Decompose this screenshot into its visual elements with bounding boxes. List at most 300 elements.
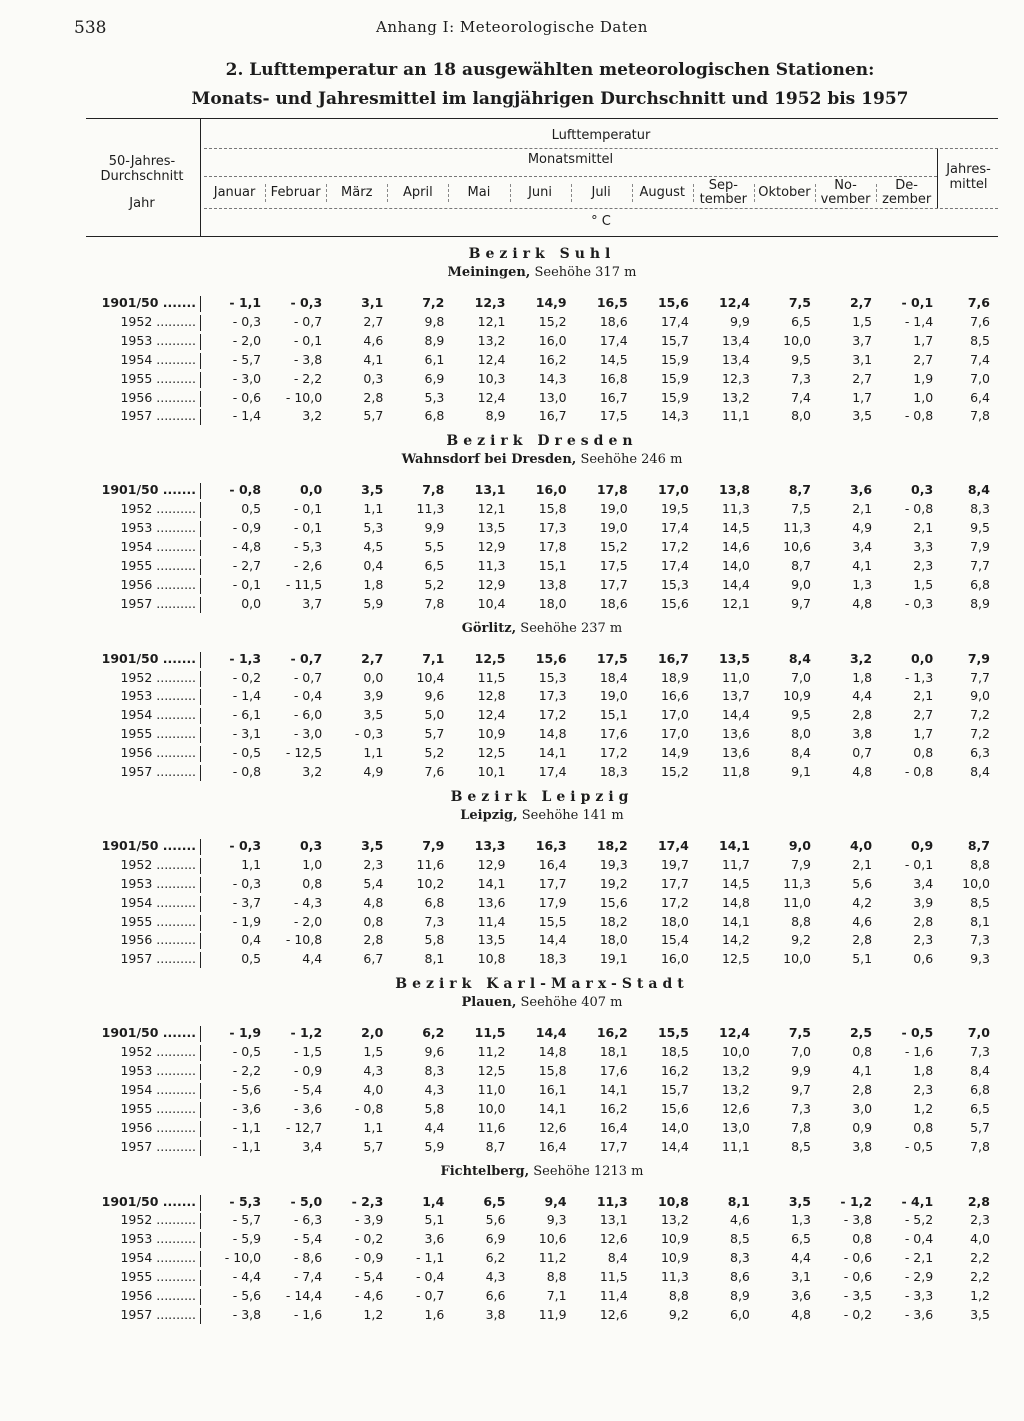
monthly-mean-cell: - 1,6 — [904, 1044, 934, 1060]
monthly-mean-cell: 11,0 — [783, 894, 811, 910]
monthly-mean-cell: 12,6 — [538, 1119, 567, 1135]
monthly-mean-cell: - 0,1 — [232, 576, 262, 592]
monthly-mean-cell: 15,2 — [660, 764, 689, 779]
year-label: 1954 .......... — [120, 707, 196, 723]
monthly-mean-cell: 10,4 — [416, 669, 445, 685]
monthly-mean-cell: - 0,8 — [229, 482, 262, 498]
monthly-mean-cell: - 3,8 — [293, 351, 323, 367]
monthly-mean-cell: 13,6 — [722, 726, 750, 742]
monthly-mean-cell: 4,4 — [791, 1250, 811, 1266]
station-heading — [86, 1164, 998, 1179]
monthly-mean-cell: 8,6 — [730, 1269, 750, 1285]
month-header: Juni — [528, 185, 553, 200]
monthly-mean-cell: 18,1 — [599, 1044, 628, 1060]
monthly-mean-cell: - 5,0 — [290, 1193, 323, 1209]
monthly-mean-cell: 18,9 — [660, 669, 689, 685]
monthly-mean-cell: 15,7 — [660, 332, 689, 348]
monthly-mean-cell: 14,5 — [722, 875, 750, 891]
monthly-mean-cell: 0,6 — [913, 951, 934, 967]
monthly-mean-cell: 19,7 — [660, 856, 689, 872]
monthly-mean-cell: 11,3 — [783, 875, 811, 891]
monthly-mean-cell: 5,9 — [424, 1138, 445, 1154]
monthly-mean-cell: 7,6 — [424, 764, 445, 779]
station-name: Meiningen, — [447, 265, 531, 280]
monthly-mean-cell: 11,1 — [722, 1138, 750, 1154]
table-row — [86, 1288, 998, 1307]
year-label: 1955 .......... — [120, 370, 196, 386]
monthly-mean-cell: 14,6 — [722, 539, 750, 554]
monthly-mean-cell: 1,7 — [913, 726, 934, 742]
monthly-mean-cell: 13,2 — [722, 1081, 750, 1097]
monthly-mean-cell: 7,8 — [422, 482, 445, 498]
monthly-mean-cell: - 0,1 — [293, 332, 323, 348]
monthly-mean-cell: 12,9 — [477, 539, 506, 554]
monthly-mean-cell: 2,1 — [852, 856, 873, 872]
station-heading — [86, 995, 998, 1010]
monthly-mean-cell: - 10,0 — [224, 1250, 262, 1266]
annual-mean-cell: 7,7 — [970, 557, 990, 573]
monthly-mean-cell: 17,4 — [660, 520, 689, 536]
monthly-mean-cell: 2,3 — [913, 932, 934, 948]
monthly-mean-cell: - 11,5 — [285, 576, 323, 592]
table-row — [86, 520, 998, 539]
monthly-mean-cell: - 0,5 — [901, 1025, 934, 1041]
table-row — [86, 1212, 998, 1231]
year-label: 1956 .......... — [120, 745, 196, 761]
table-row — [86, 371, 998, 390]
monthly-mean-cell: 18,2 — [596, 837, 628, 853]
monthly-mean-cell: 12,6 — [599, 1306, 628, 1322]
monthly-mean-cell: 0,0 — [300, 482, 323, 498]
monthly-mean-cell: - 0,1 — [293, 501, 323, 517]
year-label: 1954 .......... — [120, 351, 196, 367]
table-row — [86, 352, 998, 371]
station-elevation: Seehöhe 1213 m — [533, 1163, 644, 1179]
monthly-mean-cell: 10,9 — [477, 726, 506, 742]
monthly-mean-cell: 11,5 — [477, 669, 506, 685]
table-row — [86, 764, 998, 783]
monthly-mean-cell: - 6,3 — [293, 1212, 323, 1228]
year-label: 1952 .......... — [120, 856, 196, 872]
monthly-mean-cell: 17,5 — [596, 650, 628, 666]
annual-mean-cell: 6,3 — [970, 745, 990, 761]
monthly-mean-cell: 9,9 — [791, 1063, 811, 1078]
monthly-mean-cell: - 5,3 — [229, 1193, 262, 1209]
monthly-mean-cell: 17,4 — [599, 332, 628, 348]
monthly-mean-cell: 5,2 — [424, 576, 445, 592]
monthly-mean-cell: 16,0 — [660, 951, 689, 967]
monthly-mean-cell: - 0,3 — [232, 313, 262, 329]
monthly-mean-cell: 1,8 — [363, 576, 384, 592]
monthly-mean-cell: 14,5 — [722, 520, 750, 536]
table-row — [86, 726, 998, 745]
monthly-mean-cell: 15,5 — [538, 913, 567, 929]
monthly-mean-cell: 5,3 — [424, 389, 445, 405]
monthly-mean-cell: 14,1 — [719, 837, 750, 853]
monthly-mean-cell: 12,9 — [477, 856, 506, 872]
monthly-mean-cell: 7,3 — [791, 1100, 811, 1116]
rowhead-line-3: Jahr — [129, 196, 155, 211]
monthly-mean-cell: 8,4 — [788, 650, 811, 666]
monthly-mean-cell: - 0,8 — [904, 764, 934, 779]
monthly-mean-cell: - 12,7 — [285, 1119, 323, 1135]
monthly-mean-cell: 1,8 — [852, 669, 873, 685]
monthly-mean-cell: 0,0 — [241, 595, 262, 611]
monthly-mean-cell: 4,3 — [424, 1081, 445, 1097]
monthly-mean-cell: - 0,5 — [232, 1044, 262, 1060]
rowhead-line-1: 50-Jahres- — [108, 154, 176, 169]
monthly-mean-cell: 1,3 — [852, 576, 873, 592]
monthly-mean-cell: 15,8 — [538, 1063, 567, 1078]
monthly-mean-cell: 6,8 — [424, 894, 445, 910]
monthly-mean-cell: 9,7 — [791, 1081, 811, 1097]
year-label: 1953 .......... — [120, 520, 196, 536]
year-label: 1901/50 ....... — [101, 837, 196, 853]
monthly-mean-cell: 14,5 — [599, 351, 628, 367]
monthly-mean-cell: 17,6 — [599, 726, 628, 742]
monthly-mean-cell: 18,5 — [660, 1044, 689, 1060]
monthly-mean-cell: 9,8 — [424, 313, 445, 329]
monthly-mean-cell: 4,8 — [791, 1306, 811, 1322]
monthly-mean-cell: 4,4 — [302, 951, 323, 967]
monthly-mean-cell: 4,8 — [852, 764, 873, 779]
monthly-mean-cell: 15,1 — [538, 557, 567, 573]
monthly-mean-cell: 7,5 — [788, 295, 811, 310]
monthly-mean-cell: 8,4 — [791, 745, 811, 761]
monthly-mean-cell: 3,8 — [852, 726, 873, 742]
monthly-mean-cell: - 2,2 — [293, 370, 323, 386]
monthly-mean-cell: - 1,9 — [229, 1025, 262, 1041]
year-label: 1957 .......... — [120, 1306, 196, 1322]
month-header: März — [341, 185, 373, 200]
month-header: Oktober — [758, 185, 811, 200]
monthly-mean-cell: 2,7 — [363, 313, 384, 329]
year-label: 1952 .......... — [120, 501, 196, 517]
monthly-mean-cell: - 5,2 — [904, 1212, 934, 1228]
monthly-mean-cell: - 1,3 — [229, 650, 262, 666]
year-label: 1957 .......... — [120, 951, 196, 967]
monthly-mean-cell: 17,0 — [660, 707, 689, 723]
annual-mean-cell: 2,2 — [970, 1250, 990, 1266]
monthly-mean-cell: 10,8 — [477, 951, 506, 967]
annual-mean-cell: 7,9 — [967, 650, 990, 666]
monthly-mean-cell: 8,7 — [788, 482, 811, 498]
monthly-mean-cell: 8,7 — [791, 557, 811, 573]
annual-mean-cell: 7,8 — [970, 408, 990, 424]
monthly-mean-cell: 1,0 — [302, 856, 323, 872]
monthly-mean-cell: 2,7 — [361, 650, 384, 666]
monthly-mean-cell: 3,5 — [361, 482, 384, 498]
station-name: Plauen, — [461, 995, 517, 1011]
monthly-mean-cell: - 1,9 — [232, 913, 262, 929]
monthly-mean-cell: - 0,9 — [293, 1063, 323, 1078]
monthly-mean-cell: 6,9 — [424, 370, 445, 386]
monthly-mean-cell: 14,4 — [538, 932, 567, 948]
monthly-mean-cell: 12,3 — [722, 370, 750, 386]
monthly-mean-cell: 12,5 — [477, 1063, 506, 1078]
monthly-mean-cell: - 3,0 — [293, 726, 323, 742]
monthly-mean-cell: 2,3 — [913, 557, 934, 573]
monthly-mean-cell: 4,8 — [852, 595, 873, 611]
monthly-mean-cell: 8,9 — [424, 332, 445, 348]
monthly-mean-cell: 5,7 — [363, 408, 384, 424]
monthly-mean-cell: 8,0 — [791, 408, 811, 424]
monthly-mean-cell: 19,3 — [599, 856, 628, 872]
year-label: 1956 .......... — [120, 389, 196, 405]
monthly-mean-cell: 9,2 — [791, 932, 811, 948]
monthly-mean-cell: 3,4 — [852, 539, 873, 554]
monthly-mean-cell: 12,4 — [477, 351, 506, 367]
monthly-mean-cell: 11,3 — [660, 1269, 689, 1285]
monthly-mean-cell: 16,6 — [660, 688, 689, 704]
monthly-mean-cell: 17,4 — [657, 837, 689, 853]
monthly-mean-cell: 3,1 — [791, 1269, 811, 1285]
table-row — [86, 876, 998, 895]
monthly-mean-cell: 7,2 — [422, 295, 445, 310]
monthly-mean-cell: 7,3 — [424, 913, 445, 929]
monthly-mean-cell: 14,9 — [535, 295, 567, 310]
monthly-mean-cell: 16,0 — [535, 482, 567, 498]
annual-mean-cell: 7,0 — [970, 370, 990, 386]
monthly-mean-cell: 8,3 — [730, 1250, 750, 1266]
monthly-mean-cell: 16,2 — [596, 1025, 628, 1041]
monthly-mean-cell: - 0,8 — [904, 408, 934, 424]
monthly-mean-cell: 14,2 — [722, 932, 750, 948]
monthly-mean-cell: 15,6 — [660, 1100, 689, 1116]
monthly-mean-cell: 5,6 — [485, 1212, 506, 1228]
station-name: Görlitz, — [461, 620, 517, 636]
year-label: 1953 .......... — [120, 688, 196, 704]
header-top-rule — [86, 118, 998, 119]
monthly-mean-cell: - 0,8 — [354, 1100, 384, 1116]
monthly-mean-cell: 3,7 — [302, 595, 323, 611]
monthly-mean-cell: 18,3 — [599, 764, 628, 779]
page-number: 538 — [74, 18, 107, 38]
station-elevation: Seehöhe 246 m — [580, 452, 683, 468]
monthly-mean-cell: 9,0 — [788, 837, 811, 853]
monthly-mean-cell: 1,9 — [913, 370, 934, 386]
monthly-mean-cell: 17,8 — [538, 539, 567, 554]
monthly-mean-cell: 0,8 — [913, 1119, 934, 1135]
monthly-mean-cell: - 0,2 — [232, 669, 262, 685]
header-subgroup: Monatsmittel — [527, 152, 614, 167]
monthly-mean-cell: - 0,3 — [290, 295, 323, 310]
station-name: Leipzig, — [460, 807, 518, 823]
monthly-mean-cell: 17,7 — [660, 875, 689, 891]
monthly-mean-cell: - 3,6 — [293, 1100, 323, 1116]
monthly-mean-cell: 15,5 — [657, 1025, 689, 1041]
monthly-mean-cell: 12,5 — [474, 650, 506, 666]
monthly-mean-cell: - 1,3 — [904, 669, 934, 685]
monthly-mean-cell: 0,3 — [911, 482, 934, 498]
monthly-mean-cell: 13,1 — [599, 1212, 628, 1228]
monthly-mean-cell: 3,6 — [791, 1288, 811, 1303]
station-name: Wahnsdorf bei Dresden, — [401, 452, 577, 468]
table-row — [86, 857, 998, 876]
monthly-mean-cell: - 4,3 — [293, 894, 323, 910]
monthly-mean-cell: 17,4 — [660, 313, 689, 329]
year-label: 1952 .......... — [120, 1044, 196, 1060]
monthly-mean-cell: 17,3 — [538, 688, 567, 704]
station-heading — [86, 265, 998, 280]
annual-mean-cell: 7,0 — [967, 1025, 990, 1041]
table-row — [86, 688, 998, 707]
table-row — [86, 1044, 998, 1063]
monthly-mean-cell: 9,2 — [668, 1306, 689, 1322]
monthly-mean-cell: 19,0 — [599, 501, 628, 517]
monthly-mean-cell: 13,5 — [477, 932, 506, 948]
annual-mean-cell: 7,2 — [970, 707, 990, 723]
monthly-mean-cell: - 1,4 — [904, 313, 934, 329]
month-divider — [265, 184, 266, 202]
monthly-mean-cell: 4,0 — [849, 837, 873, 853]
monthly-mean-cell: 9,1 — [791, 764, 811, 779]
year-label: 1957 .......... — [120, 1138, 196, 1154]
annual-mean-cell: 9,3 — [970, 951, 990, 967]
monthly-mean-cell: 1,1 — [363, 745, 384, 761]
monthly-mean-cell: 1,2 — [913, 1100, 934, 1116]
monthly-mean-cell: 0,3 — [300, 837, 323, 853]
monthly-mean-cell: 9,6 — [424, 688, 445, 704]
monthly-mean-cell: 2,0 — [361, 1025, 384, 1041]
monthly-mean-cell: 6,5 — [424, 557, 445, 573]
monthly-mean-cell: 3,2 — [302, 408, 323, 424]
monthly-mean-cell: 0,5 — [241, 501, 262, 517]
year-label: 1957 .......... — [120, 764, 196, 779]
monthly-mean-cell: - 5,9 — [232, 1231, 262, 1247]
monthly-mean-cell: 0,8 — [913, 745, 934, 761]
annual-mean-cell: 9,5 — [970, 520, 990, 536]
monthly-mean-cell: 9,7 — [791, 595, 811, 611]
monthly-mean-cell: - 2,3 — [351, 1193, 384, 1209]
monthly-mean-cell: 3,5 — [852, 408, 873, 424]
monthly-mean-cell: 15,6 — [599, 894, 628, 910]
annual-mean-cell: 1,2 — [970, 1288, 990, 1303]
monthly-mean-cell: 11,7 — [722, 856, 750, 872]
monthly-mean-cell: 13,4 — [722, 332, 750, 348]
table-row — [86, 1307, 998, 1326]
monthly-mean-cell: 14,1 — [599, 1081, 628, 1097]
header-annual-1: Jahres- — [946, 162, 991, 177]
year-label: 1952 .......... — [120, 669, 196, 685]
monthly-mean-cell: 12,9 — [477, 576, 506, 592]
year-label: 1955 .......... — [120, 557, 196, 573]
year-label: 1953 .......... — [120, 1231, 196, 1247]
monthly-mean-cell: 1,2 — [363, 1306, 384, 1322]
monthly-mean-cell: 18,6 — [599, 313, 628, 329]
monthly-mean-cell: - 4,6 — [354, 1288, 384, 1303]
monthly-mean-cell: - 0,4 — [416, 1269, 445, 1285]
annual-mean-cell: 4,0 — [970, 1231, 990, 1247]
monthly-mean-cell: 15,1 — [599, 707, 628, 723]
monthly-mean-cell: 15,3 — [660, 576, 689, 592]
monthly-mean-cell: 8,1 — [424, 951, 445, 967]
annual-mean-cell: 7,6 — [970, 313, 990, 329]
table-row — [86, 745, 998, 764]
header-bottom-rule — [86, 236, 998, 237]
monthly-mean-cell: 3,5 — [788, 1193, 811, 1209]
monthly-mean-cell: 11,4 — [477, 913, 506, 929]
monthly-mean-cell: - 5,7 — [232, 1212, 262, 1228]
monthly-mean-cell: - 0,2 — [354, 1231, 384, 1247]
monthly-mean-cell: - 1,5 — [293, 1044, 323, 1060]
year-label: 1956 .......... — [120, 1119, 196, 1135]
monthly-mean-cell: 0,8 — [852, 1044, 873, 1060]
monthly-mean-cell: 11,3 — [722, 501, 750, 517]
monthly-mean-cell: 8,8 — [546, 1269, 567, 1285]
monthly-mean-cell: 13,2 — [477, 332, 506, 348]
monthly-mean-cell: 3,4 — [913, 875, 934, 891]
table-title-line-1: 2. Lufttemperatur an 18 ausgewählten meteorologischen Stationen: — [225, 60, 875, 80]
monthly-mean-cell: 16,0 — [538, 332, 567, 348]
monthly-mean-cell: 14,0 — [722, 557, 750, 573]
monthly-mean-cell: 3,1 — [361, 295, 384, 310]
monthly-mean-cell: 5,7 — [363, 1138, 384, 1154]
table-row — [86, 914, 998, 933]
monthly-mean-cell: - 5,4 — [293, 1231, 323, 1247]
monthly-mean-cell: 1,0 — [913, 389, 934, 405]
header-annual-2: mittel — [949, 177, 988, 192]
monthly-mean-cell: 4,3 — [363, 1063, 384, 1078]
monthly-mean-cell: - 0,7 — [293, 313, 323, 329]
monthly-mean-cell: 12,6 — [599, 1231, 628, 1247]
monthly-mean-cell: 2,8 — [363, 932, 384, 948]
monthly-mean-cell: 7,3 — [791, 370, 811, 386]
monthly-mean-cell: 11,5 — [474, 1025, 506, 1041]
monthly-mean-cell: 13,6 — [477, 894, 506, 910]
monthly-mean-cell: - 3,8 — [843, 1212, 873, 1228]
monthly-mean-cell: - 0,7 — [416, 1288, 445, 1303]
monthly-mean-cell: - 0,7 — [290, 650, 323, 666]
monthly-mean-cell: 0,8 — [363, 913, 384, 929]
year-label: 1956 .......... — [120, 576, 196, 592]
monthly-mean-cell: - 5,4 — [354, 1269, 384, 1285]
monthly-mean-cell: - 0,4 — [293, 688, 323, 704]
monthly-mean-cell: 16,5 — [596, 295, 628, 310]
monthly-mean-cell: 3,8 — [485, 1306, 506, 1322]
region-heading: Bezirk Karl-Marx-Stadt — [395, 976, 689, 993]
monthly-mean-cell: - 0,2 — [843, 1306, 873, 1322]
monthly-mean-cell: 7,1 — [546, 1288, 567, 1303]
monthly-mean-cell: - 2,7 — [232, 557, 262, 573]
monthly-mean-cell: - 0,3 — [354, 726, 384, 742]
monthly-mean-cell: 3,8 — [852, 1138, 873, 1154]
year-label: 1957 .......... — [120, 408, 196, 424]
table-row — [86, 838, 998, 857]
station-heading — [86, 621, 998, 636]
table-row — [86, 895, 998, 914]
monthly-mean-cell: - 0,3 — [232, 875, 262, 891]
monthly-mean-cell: - 0,3 — [904, 595, 934, 611]
annual-mean-cell: 2,2 — [970, 1269, 990, 1285]
monthly-mean-cell: 13,4 — [722, 351, 750, 367]
monthly-mean-cell: - 5,6 — [232, 1081, 262, 1097]
monthly-mean-cell: 10,1 — [477, 764, 506, 779]
monthly-mean-cell: 16,4 — [538, 856, 567, 872]
region-heading: Bezirk Suhl — [468, 246, 616, 262]
monthly-mean-cell: 2,8 — [363, 389, 384, 405]
year-label: 1901/50 ....... — [101, 295, 196, 310]
monthly-mean-cell: 0,9 — [911, 837, 934, 853]
monthly-mean-cell: 16,1 — [538, 1081, 567, 1097]
monthly-mean-cell: 14,4 — [722, 576, 750, 592]
table-row — [86, 1269, 998, 1288]
monthly-mean-cell: 4,4 — [424, 1119, 445, 1135]
annual-mean-cell: 5,7 — [970, 1119, 990, 1135]
monthly-mean-cell: - 12,5 — [285, 745, 323, 761]
table-row — [86, 651, 998, 670]
monthly-mean-cell: 4,1 — [363, 351, 384, 367]
